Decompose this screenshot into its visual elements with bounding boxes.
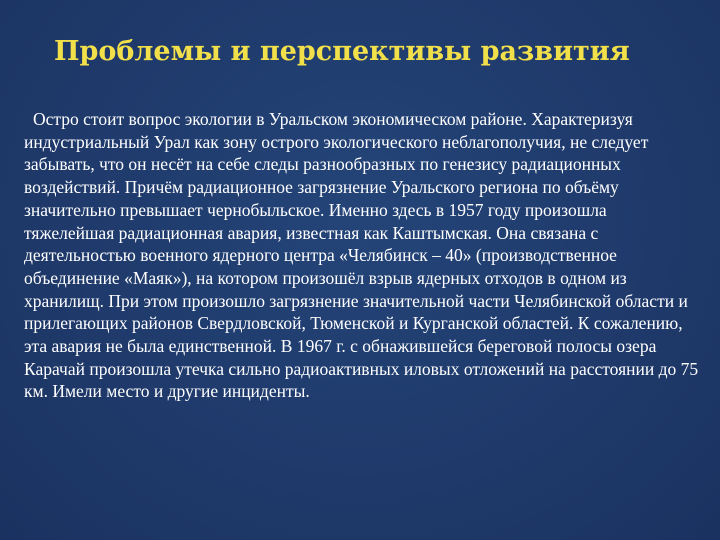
slide-title: Проблемы и перспективы развития <box>54 36 630 67</box>
slide-body-text: Остро стоит вопрос экологии в Уральском экономическом районе. Характеризуя индустриальный Урал как зону острого экологического неблагополучия, не следует забывать, что он несёт на себе следы разнообразных по генезису радиационных воздействий. Причём радиационное загрязнение Уральского региона по объёму значительно превышает чернобыльское. Именно здесь в 1957 году произошла тяжелейшая радиационная авария, известная как Каштымская. Она связана с деятельностью военного ядерного центра «Челябинск – 40» (производственное объединение «Маяк»), на котором произошёл взрыв ядерных отходов в одном из хранилищ. При этом произошло загрязнение значительной части Челябинской области и прилегающих районов Свердловской, Тюменской и Курганской областей. К сожалению, эта авария не была единственной. В 1967 г. с обнажившейся береговой полосы озера Карачай произошла утечка сильно радиоактивных иловых отложений на расстоянии до 75 км. Имели место и другие инциденты. <box>24 109 699 402</box>
